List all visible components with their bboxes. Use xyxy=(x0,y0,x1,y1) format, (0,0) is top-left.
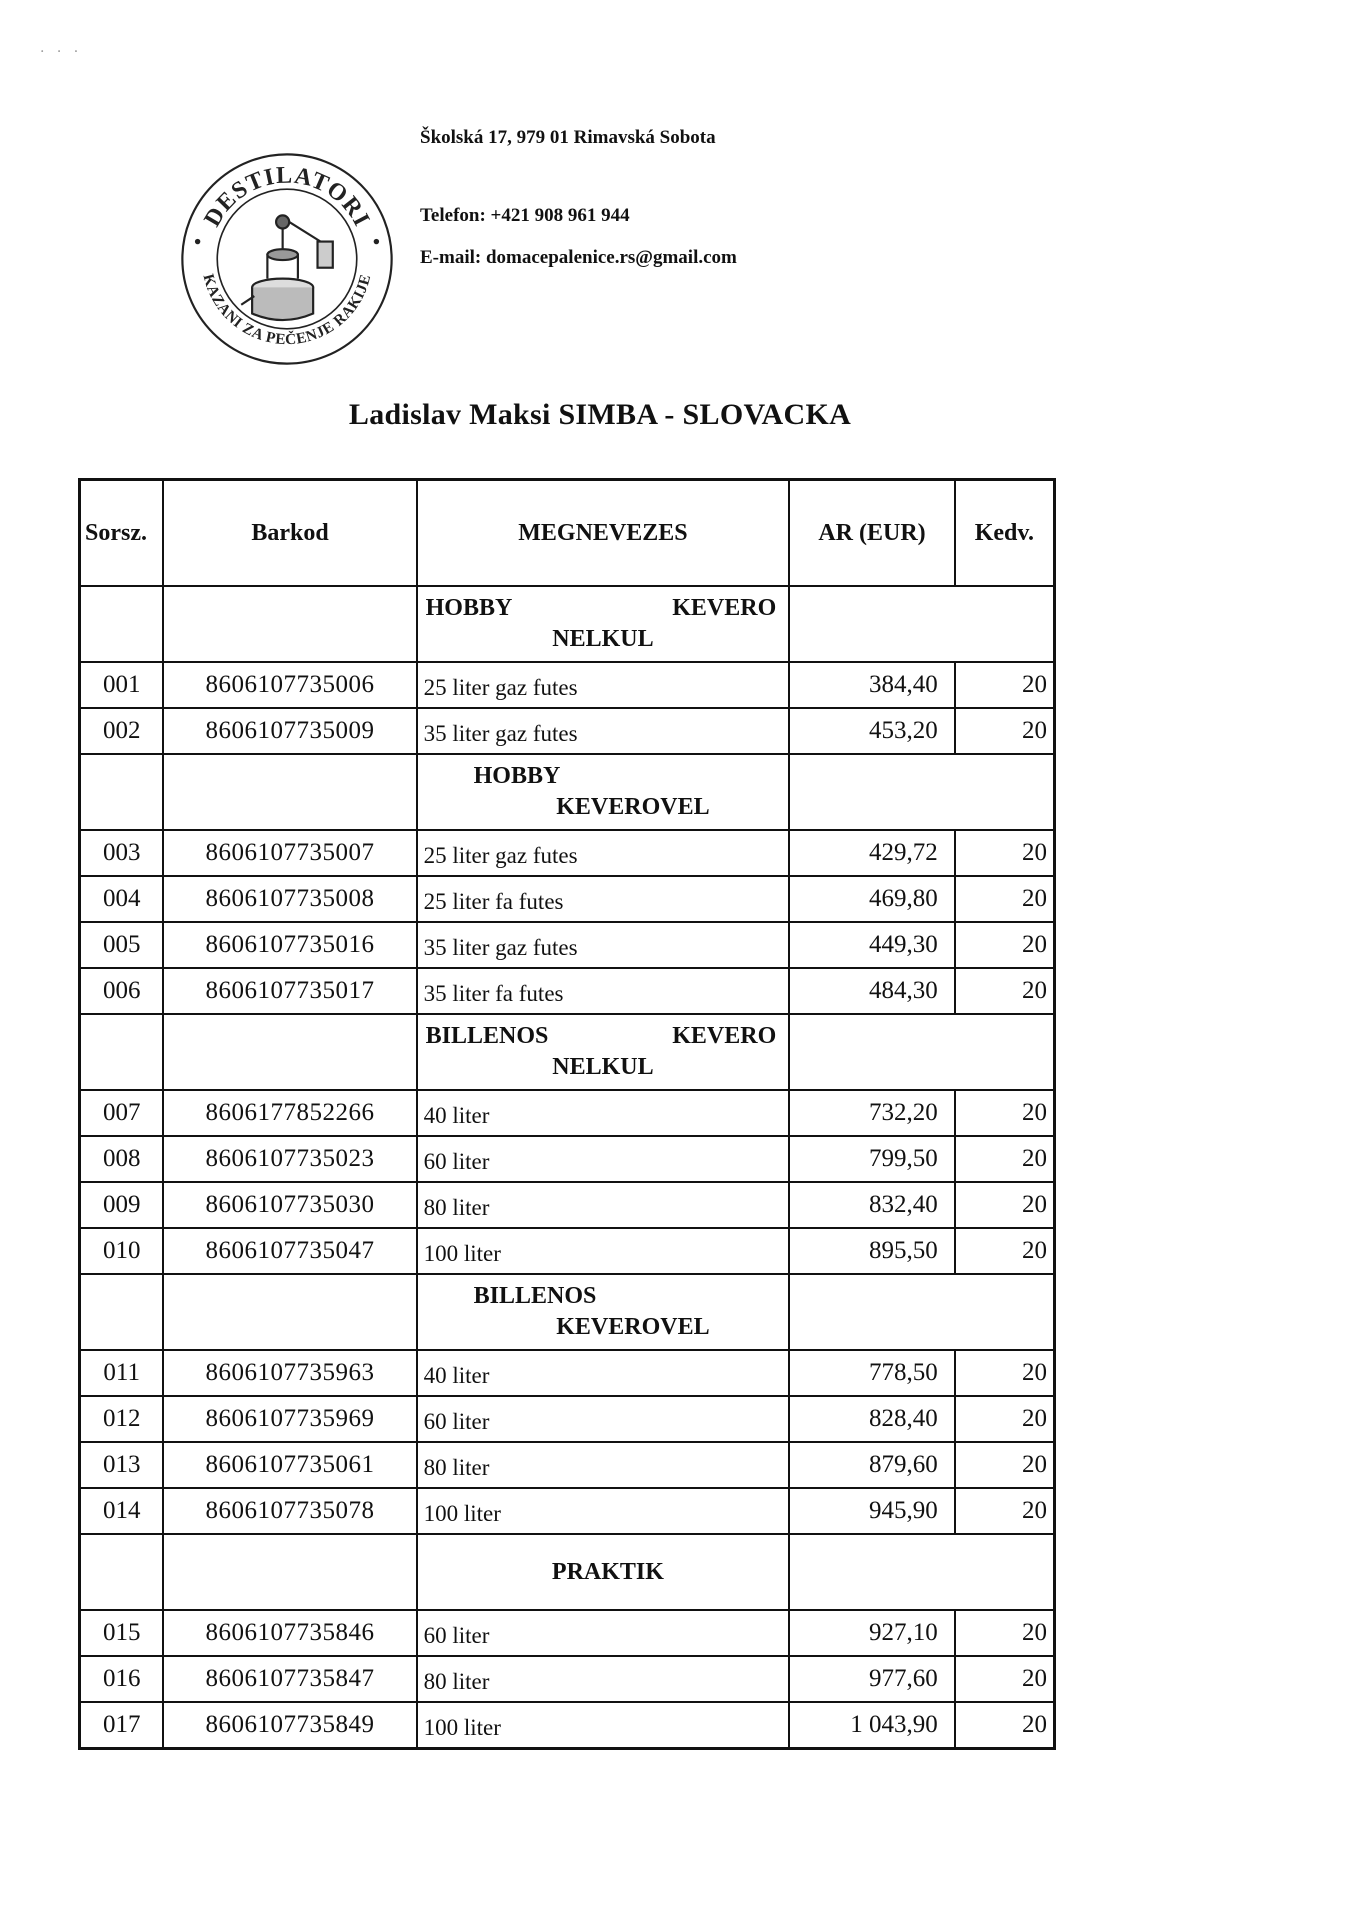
logo-ring-bottom: KAZANI ZA PEČENJE RAKIJE xyxy=(199,272,375,349)
scan-speckle: · · · xyxy=(40,44,83,60)
cell-megnevezes: 100 liter xyxy=(417,1228,790,1274)
section-empty-cell xyxy=(163,1534,416,1610)
cell-ar: 895,50 xyxy=(789,1228,955,1274)
cell-megnevezes: 35 liter fa futes xyxy=(417,968,790,1014)
section-title-line xyxy=(424,593,783,624)
section-empty-cell xyxy=(80,1534,164,1610)
section-title-word: NELKUL xyxy=(552,1054,654,1080)
company-address: Školská 17, 979 01 Rimavská Sobota xyxy=(420,127,716,148)
section-title-word: KEVEROVEL xyxy=(556,794,710,820)
cell-sorsz: 009 xyxy=(80,1182,164,1228)
table-row xyxy=(80,922,1055,968)
cell-sorsz: 004 xyxy=(80,876,164,922)
cell-megnevezes: 80 liter xyxy=(417,1442,790,1488)
cell-barkod: 8606107735023 xyxy=(163,1136,416,1182)
section-empty-cell xyxy=(163,1014,416,1090)
cell-ar: 1 043,90 xyxy=(789,1702,955,1749)
section-title xyxy=(424,593,783,655)
cell-kedv: 20 xyxy=(955,708,1055,754)
section-name-cell xyxy=(417,1534,790,1610)
section-empty-cell xyxy=(163,754,416,830)
section-empty-cell xyxy=(789,1014,1054,1090)
logo-ring-top: DESTILATORI xyxy=(199,162,375,232)
cell-sorsz: 005 xyxy=(80,922,164,968)
company-phone: Telefon: +421 908 961 944 xyxy=(420,205,630,226)
cell-sorsz: 002 xyxy=(80,708,164,754)
table-row xyxy=(80,1610,1055,1656)
section-empty-cell xyxy=(80,1274,164,1350)
cell-megnevezes: 40 liter xyxy=(417,1350,790,1396)
cell-sorsz: 001 xyxy=(80,662,164,708)
destilatori-logo xyxy=(178,150,396,368)
cell-megnevezes: 25 liter gaz futes xyxy=(417,662,790,708)
cell-sorsz: 016 xyxy=(80,1656,164,1702)
section-title-word: HOBBY xyxy=(425,595,513,621)
cell-kedv: 20 xyxy=(955,830,1055,876)
cell-barkod: 8606107735847 xyxy=(163,1656,416,1702)
table-row xyxy=(80,1136,1055,1182)
cell-ar: 778,50 xyxy=(789,1350,955,1396)
cell-megnevezes: 60 liter xyxy=(417,1396,790,1442)
section-empty-cell xyxy=(789,1534,1054,1610)
table-row xyxy=(80,830,1055,876)
cell-sorsz: 003 xyxy=(80,830,164,876)
cell-megnevezes: 35 liter gaz futes xyxy=(417,708,790,754)
header-barkod: Barkod xyxy=(163,480,416,587)
cell-megnevezes: 80 liter xyxy=(417,1182,790,1228)
section-title-word: KEVERO xyxy=(672,1023,777,1049)
section-empty-cell xyxy=(80,754,164,830)
cell-barkod: 8606107735009 xyxy=(163,708,416,754)
section-empty-cell xyxy=(163,586,416,662)
cell-barkod: 8606107735963 xyxy=(163,1350,416,1396)
cell-barkod: 8606107735017 xyxy=(163,968,416,1014)
cell-megnevezes: 35 liter gaz futes xyxy=(417,922,790,968)
cell-barkod: 8606107735016 xyxy=(163,922,416,968)
table-row xyxy=(80,1350,1055,1396)
still-icon xyxy=(241,215,333,320)
cell-kedv: 20 xyxy=(955,922,1055,968)
cell-sorsz: 010 xyxy=(80,1228,164,1274)
section-title xyxy=(424,761,783,823)
table-row xyxy=(80,1090,1055,1136)
table-header-row xyxy=(80,480,1055,587)
table-row xyxy=(80,1488,1055,1534)
cell-barkod: 8606107735061 xyxy=(163,1442,416,1488)
section-row xyxy=(80,1274,1055,1350)
document-title: Ladislav Maksi SIMBA - SLOVACKA xyxy=(348,398,852,431)
cell-kedv: 20 xyxy=(955,1396,1055,1442)
cell-barkod: 8606107735969 xyxy=(163,1396,416,1442)
table-row xyxy=(80,1396,1055,1442)
cell-sorsz: 011 xyxy=(80,1350,164,1396)
cell-megnevezes: 40 liter xyxy=(417,1090,790,1136)
cell-megnevezes: 80 liter xyxy=(417,1656,790,1702)
section-name-cell xyxy=(417,1274,790,1350)
section-row xyxy=(80,754,1055,830)
cell-sorsz: 014 xyxy=(80,1488,164,1534)
cell-ar: 484,30 xyxy=(789,968,955,1014)
cell-kedv: 20 xyxy=(955,876,1055,922)
cell-barkod: 8606177852266 xyxy=(163,1090,416,1136)
table-row xyxy=(80,1702,1055,1749)
table-row xyxy=(80,968,1055,1014)
cell-megnevezes: 60 liter xyxy=(417,1136,790,1182)
section-title-word: HOBBY xyxy=(473,763,561,789)
cell-megnevezes: 100 liter xyxy=(417,1702,790,1749)
section-empty-cell xyxy=(80,1014,164,1090)
cell-kedv: 20 xyxy=(955,1488,1055,1534)
cell-sorsz: 013 xyxy=(80,1442,164,1488)
cell-ar: 449,30 xyxy=(789,922,955,968)
table-row xyxy=(80,1228,1055,1274)
table-row xyxy=(80,1656,1055,1702)
section-empty-cell xyxy=(163,1274,416,1350)
section-row xyxy=(80,1534,1055,1610)
cell-barkod: 8606107735047 xyxy=(163,1228,416,1274)
section-row xyxy=(80,1014,1055,1090)
cell-kedv: 20 xyxy=(955,968,1055,1014)
table-row xyxy=(80,662,1055,708)
section-title-word: PRAKTIK xyxy=(551,1558,664,1585)
section-name-cell xyxy=(417,1014,790,1090)
cell-sorsz: 015 xyxy=(80,1610,164,1656)
section-title xyxy=(424,1281,783,1343)
table-row xyxy=(80,1182,1055,1228)
header-ar: AR (EUR) xyxy=(789,480,955,587)
section-title-word: KEVEROVEL xyxy=(556,1314,710,1340)
cell-kedv: 20 xyxy=(955,1350,1055,1396)
table-row xyxy=(80,708,1055,754)
cell-kedv: 20 xyxy=(955,1442,1055,1488)
cell-megnevezes: 25 liter fa futes xyxy=(417,876,790,922)
cell-kedv: 20 xyxy=(955,1702,1055,1749)
cell-megnevezes: 25 liter gaz futes xyxy=(417,830,790,876)
cell-kedv: 20 xyxy=(955,662,1055,708)
cell-kedv: 20 xyxy=(955,1136,1055,1182)
cell-sorsz: 006 xyxy=(80,968,164,1014)
cell-kedv: 20 xyxy=(955,1182,1055,1228)
section-empty-cell xyxy=(80,586,164,662)
company-email: E-mail: domacepalenice.rs@gmail.com xyxy=(420,247,737,268)
cell-ar: 977,60 xyxy=(789,1656,955,1702)
cell-barkod: 8606107735078 xyxy=(163,1488,416,1534)
cell-ar: 828,40 xyxy=(789,1396,955,1442)
cell-sorsz: 008 xyxy=(80,1136,164,1182)
cell-kedv: 20 xyxy=(955,1228,1055,1274)
cell-ar: 832,40 xyxy=(789,1182,955,1228)
cell-ar: 453,20 xyxy=(789,708,955,754)
price-table xyxy=(78,478,1056,1750)
section-name-cell xyxy=(417,586,790,662)
section-empty-cell xyxy=(789,1274,1054,1350)
cell-barkod: 8606107735849 xyxy=(163,1702,416,1749)
cell-megnevezes: 100 liter xyxy=(417,1488,790,1534)
cell-ar: 927,10 xyxy=(789,1610,955,1656)
cell-barkod: 8606107735846 xyxy=(163,1610,416,1656)
cell-barkod: 8606107735007 xyxy=(163,830,416,876)
cell-ar: 469,80 xyxy=(789,876,955,922)
section-title-line xyxy=(424,1021,783,1052)
header-megnevezes: MEGNEVEZES xyxy=(417,480,790,587)
section-title-word: NELKUL xyxy=(552,626,654,652)
section-name-cell xyxy=(417,754,790,830)
cell-ar: 945,90 xyxy=(789,1488,955,1534)
cell-kedv: 20 xyxy=(955,1090,1055,1136)
section-row xyxy=(80,586,1055,662)
cell-ar: 799,50 xyxy=(789,1136,955,1182)
cell-ar: 879,60 xyxy=(789,1442,955,1488)
section-title xyxy=(424,1021,783,1083)
cell-ar: 732,20 xyxy=(789,1090,955,1136)
header-sorsz: Sorsz. xyxy=(80,480,164,587)
section-empty-cell xyxy=(789,586,1054,662)
cell-barkod: 8606107735030 xyxy=(163,1182,416,1228)
cell-sorsz: 017 xyxy=(80,1702,164,1749)
cell-megnevezes: 60 liter xyxy=(417,1610,790,1656)
table-row xyxy=(80,876,1055,922)
cell-sorsz: 012 xyxy=(80,1396,164,1442)
cell-ar: 429,72 xyxy=(789,830,955,876)
cell-barkod: 8606107735006 xyxy=(163,662,416,708)
section-title-word: BILLENOS xyxy=(473,1283,597,1309)
section-title xyxy=(424,1557,783,1588)
cell-kedv: 20 xyxy=(955,1610,1055,1656)
header-kedv: Kedv. xyxy=(955,480,1055,587)
cell-sorsz: 007 xyxy=(80,1090,164,1136)
table-row xyxy=(80,1442,1055,1488)
section-empty-cell xyxy=(789,754,1054,830)
cell-ar: 384,40 xyxy=(789,662,955,708)
cell-barkod: 8606107735008 xyxy=(163,876,416,922)
section-title-word: KEVERO xyxy=(672,595,777,621)
section-title-word: BILLENOS xyxy=(425,1023,549,1049)
cell-kedv: 20 xyxy=(955,1656,1055,1702)
